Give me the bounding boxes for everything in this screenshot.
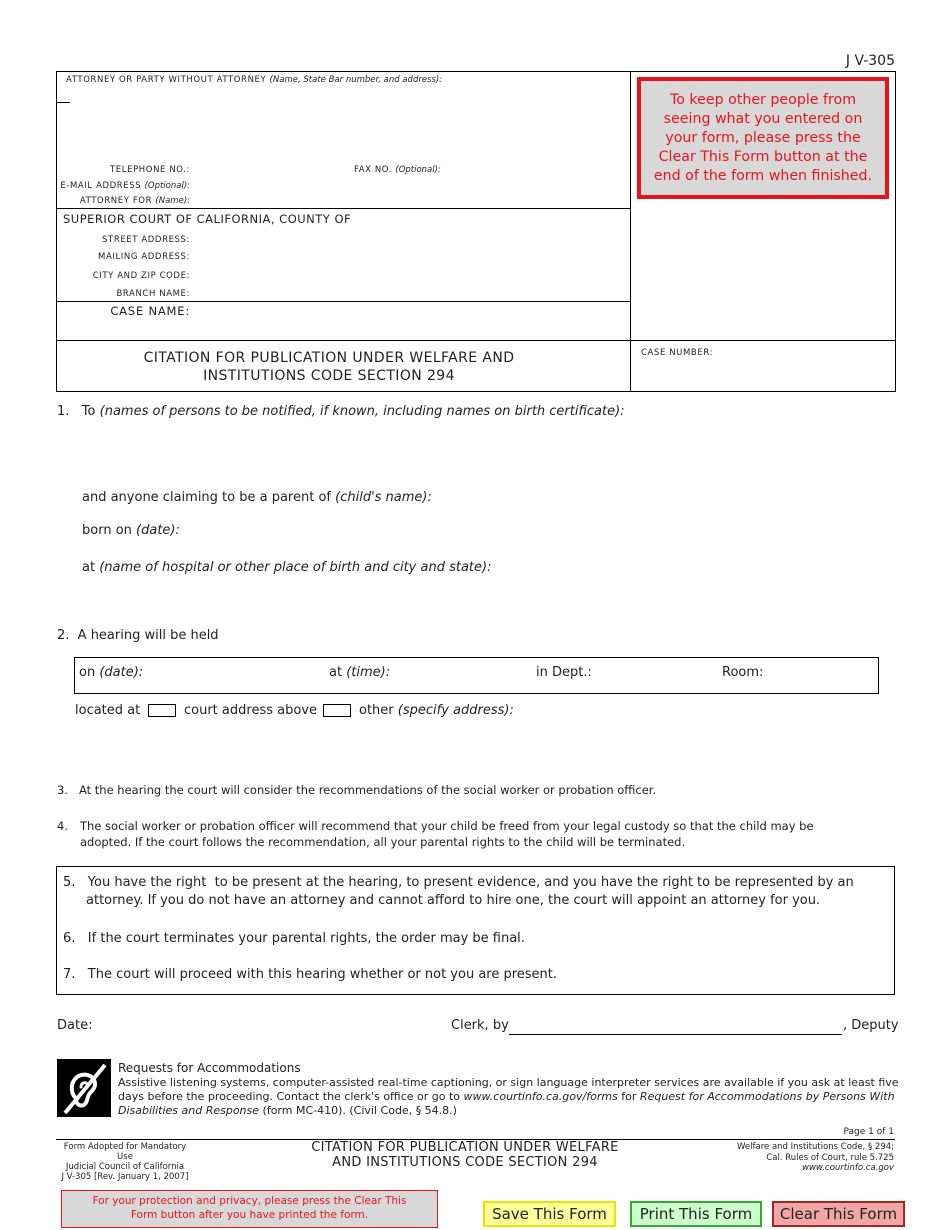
- fax-label: FAX NO. (Optional):: [354, 165, 441, 175]
- hearing-assistance-icon: [57, 1059, 111, 1117]
- case-number-label: CASE NUMBER:: [641, 348, 714, 358]
- city-zip-label: CITY AND ZIP CODE:: [92, 271, 190, 281]
- accommodations-line3: Disabilities and Response (form MC-410). (Civil Code, § 54.8.): [118, 1104, 457, 1117]
- clerk-input[interactable]: [510, 1014, 840, 1033]
- title-box: [56, 340, 631, 392]
- telephone-label: TELEPHONE NO.:: [110, 165, 190, 175]
- form-title-line2: INSTITUTIONS CODE SECTION 294: [203, 368, 455, 384]
- footer-privacy-notice: For your protection and privacy, please press the Clear This Form button after you have printed the form.: [61, 1190, 438, 1228]
- parent-of-label: and anyone claiming to be a parent of (child's name):: [82, 490, 432, 505]
- footer-left-line3: J V-305 [Rev. January 1, 2007]: [61, 1172, 189, 1182]
- item4-number: 4.: [57, 819, 68, 833]
- privacy-notice: To keep other people from seeing what you entered on your form, please press the Clear This Form button at the end of the form when finished.: [637, 77, 889, 199]
- accommodations-line1: Assistive listening systems, computer-assisted real-time captioning, or sign language interpreter services are available if you ask at least five: [118, 1076, 899, 1089]
- footer-right-line1: Welfare and Institutions Code, § 294;: [737, 1142, 894, 1152]
- persons-input[interactable]: [80, 424, 890, 484]
- court-label: SUPERIOR COURT OF CALIFORNIA, COUNTY OF: [63, 212, 352, 226]
- item2-intro: 2. A hearing will be held: [57, 628, 219, 643]
- item6: 6. If the court terminates your parental rights, the order may be final.: [63, 931, 525, 946]
- branch-name-label: BRANCH NAME:: [116, 289, 190, 299]
- birthplace-label: at (name of hospital or other place of birth and city and state):: [82, 560, 492, 575]
- item5-line2: attorney. If you do not have an attorney and cannot afford to hire one, the court will appoint an attorney for you.: [86, 893, 821, 908]
- mailing-address-label: MAILING ADDRESS:: [98, 252, 190, 262]
- caption-divider-1: [56, 208, 631, 209]
- footer-left-line2: Judicial Council of California: [65, 1162, 185, 1172]
- accommodations-title: Requests for Accommodations: [118, 1061, 301, 1075]
- street-address-label: STREET ADDRESS:: [102, 235, 190, 245]
- footer-title: [235, 1140, 695, 1170]
- item7: 7. The court will proceed with this hearing whether or not you are present.: [63, 967, 558, 982]
- item4-line2: adopted. If the court follows the recommendation, all your parental rights to the child will be terminated.: [80, 835, 686, 849]
- case-name-label: CASE NAME:: [110, 304, 190, 318]
- born-on-label: born on (date):: [82, 523, 180, 538]
- court-address-checkbox[interactable]: [148, 704, 176, 717]
- print-form-button[interactable]: Print This Form: [630, 1201, 762, 1227]
- deputy-label: , Deputy: [843, 1018, 899, 1033]
- footer-title-line2: AND INSTITUTIONS CODE SECTION 294: [332, 1155, 598, 1170]
- hearing-date-label: on (date):: [79, 665, 144, 680]
- caption-divider-2: [56, 301, 631, 302]
- accommodations-line2: days before the proceeding. Contact the clerk's office or go to www.courtinfo.ca.gov/forms for Request for Accommodations by Persons With: [118, 1090, 895, 1103]
- footer-right: [737, 1142, 894, 1174]
- footer-left-line1: Form Adopted for Mandatory Use: [63, 1142, 187, 1162]
- clerk-label: Clerk, by: [451, 1018, 509, 1033]
- clear-form-button[interactable]: Clear This Form: [772, 1201, 905, 1227]
- clerk-signature-line: [509, 1034, 842, 1035]
- date-input[interactable]: [95, 1014, 295, 1034]
- save-form-button[interactable]: Save This Form: [483, 1201, 616, 1227]
- hearing-time-label: at (time):: [329, 665, 391, 680]
- footer-left: [56, 1142, 194, 1182]
- dept-label: in Dept.:: [536, 665, 592, 680]
- item1-to: 1. To (names of persons to be notified, if known, including names on birth certificate):: [57, 404, 625, 419]
- email-label: E-MAIL ADDRESS (Optional):: [60, 181, 190, 191]
- footer-right-line3: www.courtinfo.ca.gov: [802, 1163, 894, 1173]
- case-number-input[interactable]: [641, 362, 886, 384]
- item4-line1: The social worker or probation officer will recommend that your child be freed from your legal custody so that the child may be: [80, 819, 814, 833]
- other-address-label: other (specify address):: [359, 703, 514, 718]
- other-address-checkbox[interactable]: [323, 704, 351, 717]
- date-label: Date:: [57, 1018, 93, 1033]
- attorney-label: ATTORNEY OR PARTY WITHOUT ATTORNEY (Name, State Bar number, and address):: [66, 75, 443, 85]
- attorney-input[interactable]: [66, 88, 616, 158]
- page-count: Page 1 of 1: [843, 1127, 894, 1137]
- item5-line1: 5. You have the right to be present at the hearing, to present evidence, and you have the right to be represented by an: [63, 875, 854, 890]
- telephone-input[interactable]: [192, 161, 342, 175]
- room-label: Room:: [722, 665, 764, 680]
- footer-title-line1: CITATION FOR PUBLICATION UNDER WELFARE: [311, 1140, 619, 1155]
- footer-right-line2: Cal. Rules of Court, rule 5.725: [766, 1152, 894, 1163]
- item3: 3. At the hearing the court will consider the recommendations of the social worker or probation officer.: [57, 783, 657, 797]
- located-at-label: located at: [75, 703, 141, 718]
- form-title-line1: CITATION FOR PUBLICATION UNDER WELFARE AND: [143, 350, 515, 366]
- court-address-label: court address above: [184, 703, 317, 718]
- case-name-input[interactable]: [194, 304, 624, 336]
- form-number: J V-305: [845, 53, 895, 69]
- attorney-for-label: ATTORNEY FOR (Name):: [79, 196, 190, 206]
